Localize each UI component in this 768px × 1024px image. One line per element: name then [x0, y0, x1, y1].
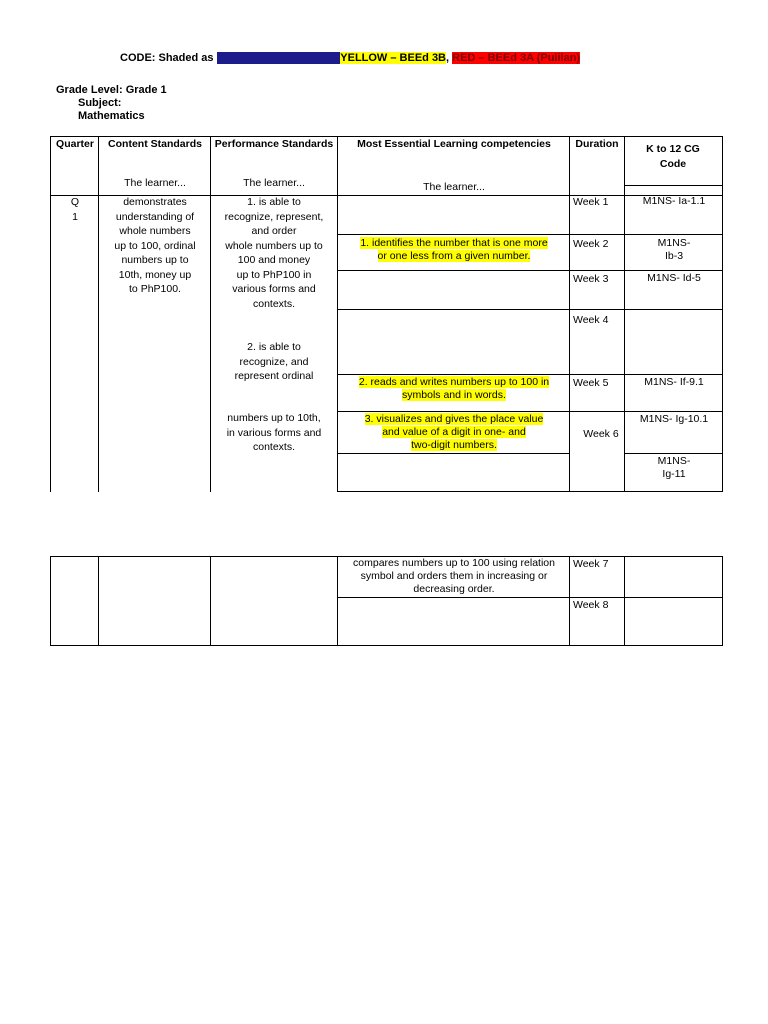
row-line-1	[337, 234, 722, 235]
k12-code	[626, 195, 722, 208]
competency-line: two-digit numbers.	[411, 439, 497, 451]
content-standard-line: up to 100, ordinal	[114, 239, 196, 252]
content-standard-line: understanding of	[115, 210, 195, 223]
performance-line: various forms and	[232, 283, 316, 295]
t2-col-5	[569, 556, 570, 646]
header-performance-standards: Performance Standards	[214, 138, 334, 150]
performance-line: in various forms and	[226, 426, 322, 439]
competency-text	[339, 557, 569, 596]
performance-line: 2. is able to	[247, 341, 301, 353]
k12-code	[626, 455, 722, 481]
content-standard-line: to PhP100.	[129, 283, 181, 295]
row-line-5	[337, 411, 722, 412]
competency-line: symbols and in words.	[402, 389, 506, 401]
header-quarter: Quarter	[56, 138, 94, 150]
duration-week: Week 1	[573, 196, 609, 208]
t2-row-line	[337, 597, 722, 598]
content-standards-text	[100, 195, 210, 297]
row-line-6a	[337, 453, 569, 454]
code-legend-prefix: CODE: Shaded as	[120, 52, 214, 64]
t2-col-4	[337, 556, 338, 646]
k12-code	[626, 376, 722, 389]
col-border-4	[337, 136, 338, 492]
code-legend-yellow: YELLOW – BEEd 3B	[340, 52, 447, 64]
header-k12-code: K to 12 CG Code	[646, 143, 700, 170]
t2-col-7	[722, 556, 723, 646]
melc-sub: The learner...	[423, 181, 485, 193]
k12-code-line: M1NS-	[657, 237, 691, 249]
code-legend-separator: ,	[446, 52, 450, 64]
performance-line: whole numbers up to	[225, 239, 323, 252]
performance-line: recognize, represent,	[224, 210, 324, 223]
performance-line: represent ordinal	[234, 370, 314, 382]
competency-line: 1. identifies the number that is one more	[360, 237, 548, 249]
code-legend-blue: BLUE – BEEd 3A (Main)	[216, 52, 341, 64]
k12-code-line: M1NS-	[657, 455, 691, 467]
quarter-q: Q	[70, 196, 80, 208]
competency-line: and value of a digit in one- and	[382, 426, 526, 438]
competency-line: or one less from a given number.	[377, 250, 531, 262]
performance-line: up to PhP100 in	[236, 268, 312, 281]
competency-text	[339, 237, 569, 263]
t2-col-6	[624, 556, 625, 646]
competency-text	[339, 413, 569, 452]
subject-value: Mathematics	[78, 110, 145, 122]
competency-line: 3. visualizes and gives the place value	[364, 413, 544, 425]
code-legend-red: RED – BEEd 3A (Pulilan)	[452, 52, 581, 64]
k12-code-line: Ib-3	[664, 250, 684, 262]
header-duration: Duration	[575, 138, 619, 150]
t2-border-bottom	[50, 645, 722, 646]
row-line-4	[337, 374, 722, 375]
duration-week: Week 8	[573, 599, 609, 611]
content-sub: The learner...	[124, 177, 186, 189]
performance-sub: The learner...	[243, 177, 305, 189]
performance-line: contexts.	[252, 441, 296, 453]
col-border-7	[722, 136, 723, 492]
code-header-divider	[624, 185, 722, 186]
performance-line: and order	[251, 225, 297, 237]
col-border-1	[50, 136, 51, 492]
row-line-2	[337, 270, 722, 271]
competency-line: symbol and orders them in increasing or	[360, 570, 548, 582]
k12-code	[626, 272, 722, 285]
performance-standard-2	[212, 340, 336, 384]
subject-label: Subject:	[78, 97, 122, 109]
t2-col-2	[98, 556, 99, 646]
competency-text	[339, 376, 569, 402]
k12-code-line: M1NS- Id-5	[647, 272, 701, 284]
k12-code-line: M1NS- If-9.1	[644, 376, 704, 388]
performance-standard-1	[212, 195, 336, 311]
col-border-5	[569, 136, 570, 492]
k12-code-line: Ig-11	[662, 468, 686, 480]
k12-code-line: M1NS- Ig-10.1	[639, 413, 709, 425]
performance-line: contexts.	[252, 297, 296, 310]
col-border-2	[98, 136, 99, 492]
code-legend	[120, 52, 580, 64]
content-standard-line: demonstrates	[123, 196, 187, 208]
grade-level: Grade Level: Grade 1	[56, 84, 167, 96]
col-border-3	[210, 136, 211, 492]
row-line-7	[337, 491, 722, 492]
k12-code	[626, 237, 722, 263]
performance-line: recognize, and	[239, 355, 309, 368]
t2-col-3	[210, 556, 211, 646]
content-standard-line: 10th, money up	[118, 268, 192, 281]
quarter-number: 1	[72, 211, 78, 223]
duration-week: Week 5	[573, 377, 609, 389]
header-melc: Most Essential Learning competencies	[357, 138, 551, 150]
duration-week: Week 3	[573, 273, 609, 285]
row-line-6b	[624, 453, 722, 454]
duration-week: Week 6	[583, 428, 619, 440]
content-standard-line: whole numbers	[119, 225, 191, 237]
duration-week: Week 2	[573, 238, 609, 250]
content-standard-line: numbers up to	[121, 254, 189, 266]
k12-code	[626, 413, 722, 426]
competency-line: 2. reads and writes numbers up to 100 in	[358, 376, 550, 388]
row-line-3	[337, 309, 722, 310]
duration-week: Week 4	[573, 314, 609, 326]
duration-week: Week 7	[573, 558, 609, 570]
performance-line: 1. is able to	[247, 196, 301, 208]
competency-line: decreasing order.	[413, 583, 495, 595]
k12-code-line: M1NS- Ia-1.1	[642, 195, 706, 207]
performance-standard-3	[212, 411, 336, 455]
t2-col-1	[50, 556, 51, 646]
header-content-standards: Content Standards	[108, 138, 202, 150]
performance-line: numbers up to 10th,	[227, 412, 321, 424]
competency-line: compares numbers up to 100 using relation	[353, 557, 555, 569]
performance-line: 100 and money	[237, 254, 311, 266]
